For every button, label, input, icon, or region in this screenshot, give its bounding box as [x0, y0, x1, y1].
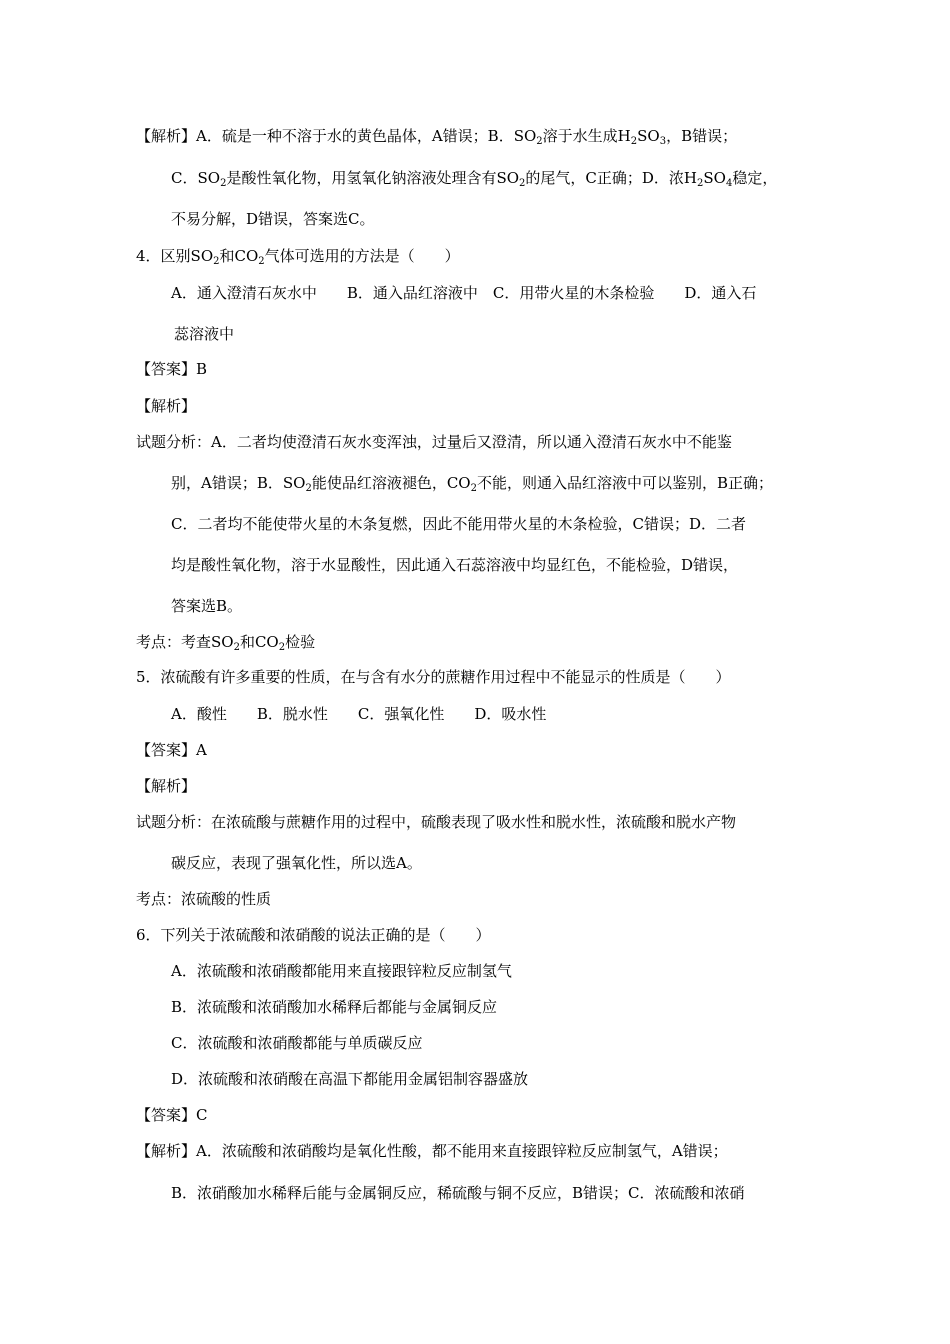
text-run: 试题分析：在浓硫酸与蔗糖作用的过程中，硫酸表现了吸水性和脱水性，浓硫酸和脱水产物 [136, 813, 737, 831]
text-run: 别，A错误；B．SO [171, 474, 306, 492]
q5-test-point [136, 889, 271, 909]
q6-analysis-line-1 [136, 1141, 728, 1161]
text-run: 【答案】C [136, 1106, 208, 1124]
text-run: 考点：浓硫酸的性质 [136, 890, 272, 908]
q4-analysis-line-4 [171, 555, 738, 575]
q6-option-a [171, 961, 512, 981]
subscript: 2 [630, 136, 638, 147]
text-run: 答案选B。 [171, 597, 243, 615]
text-run: 6．下列关于浓硫酸和浓硝酸的说法正确的是（ ） [136, 926, 491, 944]
q4-options-line-1 [171, 283, 756, 303]
text-run: A．酸性 B．脱水性 C．强氧化性 D．吸水性 [171, 705, 547, 723]
subscript: 4 [725, 178, 733, 189]
subscript: 2 [696, 178, 704, 189]
q4-test-point [136, 632, 315, 652]
subscript: 2 [258, 256, 265, 267]
text-run: 均是酸性氧化物，溶于水显酸性，因此通入石蕊溶液中均显红色，不能检验，D错误， [171, 556, 739, 574]
text-run: 5．浓硫酸有许多重要的性质，在与含有水分的蔗糖作用过程中不能显示的性质是（ ） [136, 668, 731, 686]
text-run: 不易分解，D错误，答案选C。 [171, 210, 375, 228]
text-run: B．浓硝酸加水稀释后能与金属铜反应，稀硫酸与铜不反应，B错误；C．浓硫酸和浓硝 [171, 1184, 745, 1202]
q6-option-d [171, 1069, 528, 1089]
text-run: 和CO [219, 247, 259, 265]
text-run: C．SO [171, 169, 221, 187]
q6-answer [136, 1105, 207, 1125]
subscript: 2 [233, 642, 240, 653]
text-run: 【解析】A．硫是一种不溶于水的黄色晶体，A错误；B．SO [136, 127, 537, 145]
text-run: SO [637, 127, 660, 145]
text-run: 气体可选用的方法是（ ） [264, 247, 460, 265]
q4-analysis-line-1 [136, 432, 732, 452]
text-run: ，B错误； [666, 127, 738, 145]
q5-options [171, 704, 546, 724]
q3-analysis-line-1 [136, 126, 737, 146]
q4-stem [136, 246, 460, 266]
q4-analysis-line-2 [171, 473, 773, 493]
q5-analysis-line-1 [136, 812, 736, 832]
q6-analysis-line-2 [171, 1183, 745, 1203]
subscript: 2 [213, 256, 220, 267]
q5-analysis-line-2 [171, 853, 422, 873]
text-run: B．浓硫酸和浓硝酸加水稀释后都能与金属铜反应 [171, 998, 498, 1016]
text-run: C．浓硫酸和浓硝酸都能与单质碳反应 [171, 1034, 423, 1052]
text-run: 检验 [285, 633, 316, 651]
q6-stem [136, 925, 491, 945]
text-run: 蕊溶液中 [174, 325, 235, 343]
text-run: 【答案】B [136, 360, 208, 378]
text-run: 碳反应，表现了强氧化性，所以选A。 [171, 854, 422, 872]
subscript: 2 [220, 178, 227, 189]
q6-option-b [171, 997, 497, 1017]
text-run: 不能，则通入品红溶液中可以鉴别，B正确； [476, 474, 773, 492]
text-run: 【解析】 [136, 777, 197, 795]
text-run: 试题分析：A．二者均使澄清石灰水变浑浊，过量后又澄清，所以通入澄清石灰水中不能鉴 [136, 433, 732, 451]
q4-analysis-line-5 [171, 596, 242, 616]
q4-analysis-line-3 [171, 514, 746, 534]
subscript: 2 [305, 483, 312, 494]
text-run: D．浓硫酸和浓硝酸在高温下都能用金属铝制容器盛放 [171, 1070, 529, 1088]
q5-stem [136, 667, 731, 687]
q4-options-line-2 [174, 324, 234, 344]
text-run: 溶于水生成H [542, 127, 631, 145]
text-run: A．浓硫酸和浓硝酸都能用来直接跟锌粒反应制氢气 [171, 962, 512, 980]
text-run: 稳定， [732, 169, 778, 187]
subscript: 2 [519, 178, 526, 189]
q5-answer [136, 740, 207, 760]
text-run: 【答案】A [136, 741, 207, 759]
text-run: 是酸性氧化物，用氢氧化钠溶液处理含有SO [226, 169, 520, 187]
q3-analysis-line-2 [171, 168, 777, 188]
q3-analysis-line-3 [171, 209, 375, 229]
text-run: 4．区别SO [136, 247, 214, 265]
text-run: 的尾气，C正确；D．浓H [525, 169, 697, 187]
q5-analysis-heading [136, 776, 196, 796]
text-run: 和CO [239, 633, 279, 651]
text-run: 能使品红溶液褪色，CO [311, 474, 471, 492]
text-run: SO [703, 169, 726, 187]
subscript: 3 [659, 136, 667, 147]
text-run: A．通入澄清石灰水中 B．通入品红溶液中 C．用带火星的木条检验 D．通入石 [171, 284, 757, 302]
q4-analysis-heading [136, 396, 196, 416]
q4-answer [136, 359, 207, 379]
q6-option-c [171, 1033, 422, 1053]
text-run: C．二者均不能使带火星的木条复燃，因此不能用带火星的木条检验，C错误；D．二者 [171, 515, 746, 533]
text-run: 【解析】A．浓硫酸和浓硝酸均是氧化性酸，都不能用来直接跟锌粒反应制氢气，A错误； [136, 1142, 728, 1160]
subscript: 2 [278, 642, 286, 653]
subscript: 2 [470, 483, 477, 494]
text-run: 考点：考查SO [136, 633, 234, 651]
text-run: 【解析】 [136, 397, 197, 415]
subscript: 2 [536, 136, 543, 147]
